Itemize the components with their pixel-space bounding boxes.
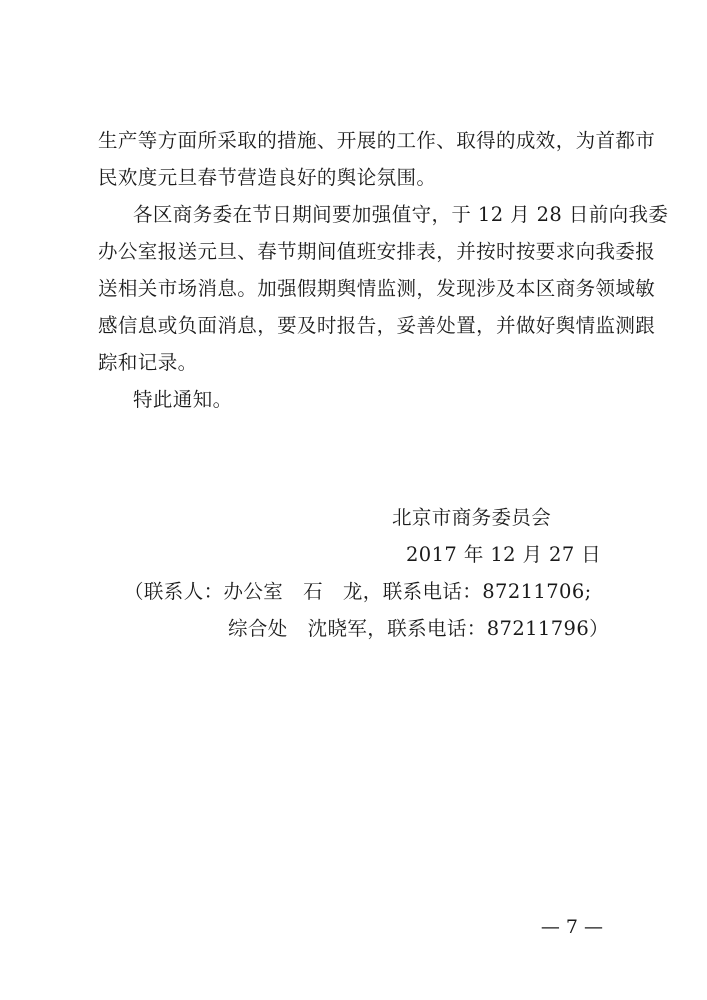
- paragraph-2-line-1: 各区商务委在节日期间要加强值守，于 12 月 28 日前向我委: [133, 203, 669, 226]
- page-number: — 7 —: [540, 916, 603, 938]
- paragraph-1-line-2: 民欢度元旦春节营造良好的舆论氛围。: [98, 166, 437, 189]
- closing-line: 特此通知。: [133, 388, 233, 411]
- signature-organization: 北京市商务委员会: [392, 506, 552, 529]
- contact-line-2: 综合处 沈晓军，联系电话：87211796）: [228, 617, 610, 640]
- paragraph-2-line-5: 踪和记录。: [98, 351, 198, 374]
- signature-date: 2017 年 12 月 27 日: [406, 543, 602, 566]
- paragraph-2-line-4: 感信息或负面消息，要及时报告，妥善处置，并做好舆情监测跟: [98, 314, 656, 337]
- paragraph-1-line-1: 生产等方面所采取的措施、开展的工作、取得的成效，为首都市: [98, 129, 656, 152]
- contact-line-1: （联系人：办公室 石 龙，联系电话：87211706;: [124, 580, 592, 603]
- paragraph-2-line-3: 送相关市场消息。加强假期舆情监测，发现涉及本区商务领域敏: [98, 277, 656, 300]
- paragraph-2-line-2: 办公室报送元旦、春节期间值班安排表，并按时按要求向我委报: [98, 240, 656, 263]
